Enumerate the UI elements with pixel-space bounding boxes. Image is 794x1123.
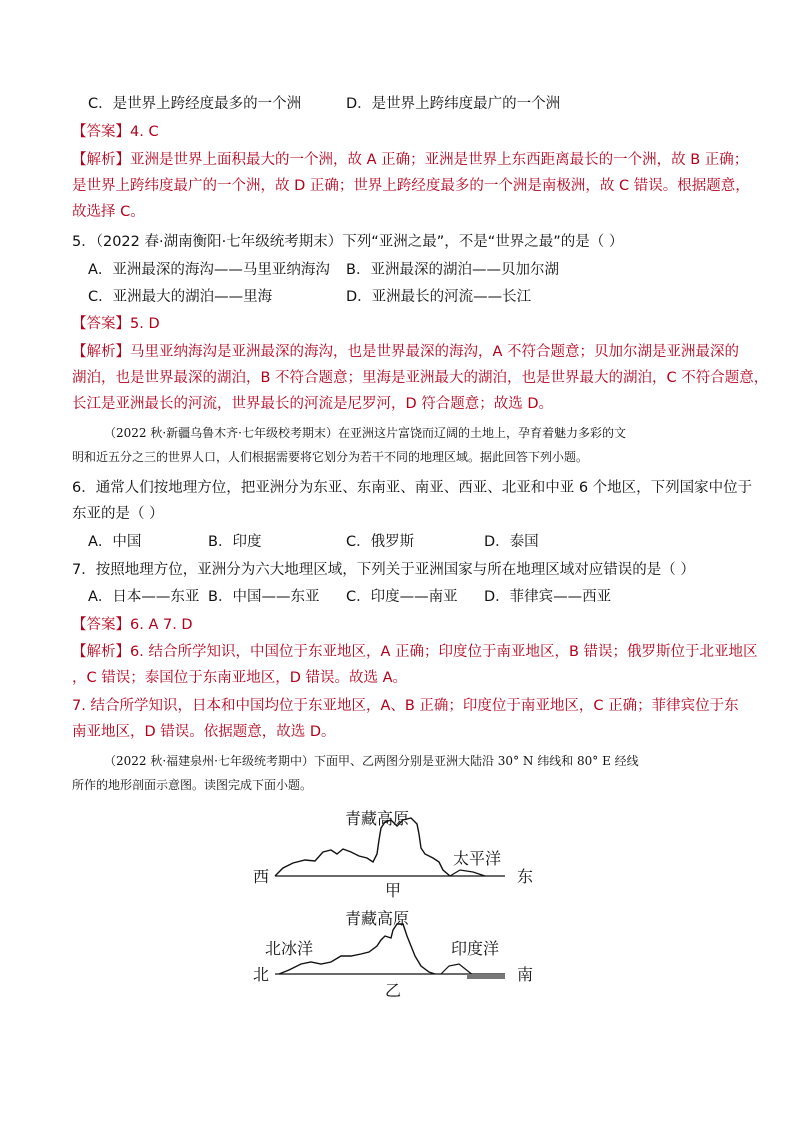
q4-option-c: C．是世界上跨经度最多的一个洲 [88, 96, 302, 112]
answer-tag: 【答案】 [72, 124, 130, 140]
q5-option-a: A．亚洲最深的海沟——马里亚纳海沟 [88, 262, 330, 278]
top-east-label: 东 [517, 867, 534, 886]
q4-analysis-line-1 [72, 150, 748, 170]
analysis-tag: 【解析】 [72, 344, 130, 360]
bottom-south-ocean-label: 印度洋 [451, 939, 500, 958]
q4-option-d: D．是世界上跨纬度最广的一个洲 [346, 96, 561, 112]
q6-stem-line-2: 东亚的是（ ） [72, 506, 164, 522]
q7-option-a: A．日本——东亚 [88, 589, 200, 605]
answer-tag: 【答案】 [72, 316, 130, 332]
q67-analysis-line-3: 7. 结合所学知识，日本和中国均位于东亚地区，A、B 正确；印度位于南亚地区，C 正确；菲律宾位于东 [72, 698, 739, 714]
answer-text: 5. D [130, 316, 160, 332]
passage-1-line-2: 明和近五分之三的世界人口，人们根据需要将它划分为若干不同的地理区域。据此回答下列小题。 [72, 450, 589, 464]
q67-analysis-line-2: ，C 错误；泰国位于东南亚地区，D 错误。故选 A。 [72, 670, 408, 686]
answer-text: 4. C [130, 124, 159, 140]
q5-answer [72, 314, 160, 334]
passage-2-line-1: （2022 秋·福建泉州·七年级统考期中）下面甲、乙两图分别是亚洲大陆沿 30° N 纬线和 80° E 经线 [104, 754, 639, 768]
q5-analysis-line-2: 湖泊，也是世界最深的湖泊，B 不符合题意；里海是亚洲最大的湖泊，也是世界最大的湖泊，C 不符合题意， [72, 370, 769, 386]
q7-stem: 7．按照地理方位，亚洲分为六大地理区域，下列关于亚洲国家与所在地理区域对应错误的是（ ） [72, 562, 695, 578]
q5-analysis-line-3: 长江是亚洲最长的河流，世界最长的河流是尼罗河，D 符合题意；故选 D。 [72, 396, 554, 412]
terrain-profile-figure [245, 806, 545, 1006]
q4-analysis-line-2: 是世界上跨纬度最广的一个洲，故 D 正确；世界上跨经度最多的一个洲是南极洲，故 C 错误。根据题意， [72, 178, 750, 194]
q6-option-a: A．中国 [88, 534, 142, 550]
q5-stem: 5．（2022 春·湖南衡阳·七年级统考期末）下列“亚洲之最”，不是“世界之最”的是（ ） [72, 234, 624, 250]
q7-option-c: C．印度——南亚 [346, 589, 458, 605]
bottom-south-label: 南 [517, 965, 534, 984]
q5-option-d: D．亚洲最长的河流——长江 [346, 289, 532, 305]
analysis-text: 6. 结合所学知识，中国位于东亚地区，A 正确；印度位于南亚地区，B 错误；俄罗斯位于北亚地区 [130, 644, 758, 660]
profile-bottom-trench [467, 974, 505, 979]
top-plateau-label: 青藏高原 [345, 809, 410, 828]
answer-tag: 【答案】 [72, 617, 130, 633]
analysis-tag: 【解析】 [72, 644, 130, 660]
bottom-plateau-label: 青藏高原 [345, 909, 410, 928]
profile-top-coast [450, 870, 485, 876]
q6-stem-line-1: 6．通常人们按地理方位，把亚洲分为东亚、东南亚、南亚、西亚、北亚和中亚 6 个地区，下列国家中位于 [72, 480, 753, 496]
q5-option-c: C．亚洲最大的湖泊——里海 [88, 289, 273, 305]
q4-analysis-line-3: 故选择 C。 [72, 204, 145, 220]
q4-answer [72, 122, 159, 142]
bottom-caption: 乙 [385, 981, 402, 1000]
q6-option-c: C．俄罗斯 [346, 534, 415, 550]
q6-option-b: B．印度 [208, 534, 262, 550]
analysis-text: 马里亚纳海沟是亚洲最深的海沟，也是世界最深的海沟，A 不符合题意；贝加尔湖是亚洲最深的 [130, 344, 740, 360]
bottom-north-label: 北 [253, 965, 270, 984]
q6-option-d: D．泰国 [484, 534, 539, 550]
q67-analysis-line-1 [72, 642, 758, 662]
q7-option-b: B．中国——东亚 [208, 589, 320, 605]
top-west-label: 西 [253, 867, 270, 886]
q67-analysis-line-4: 南亚地区，D 错误。依据题意，故选 D。 [72, 724, 336, 740]
q7-option-d: D．菲律宾——西亚 [484, 589, 612, 605]
bottom-north-ocean-label: 北冰洋 [265, 939, 314, 958]
passage-2-line-2: 所作的地形剖面示意图。读图完成下面小题。 [72, 778, 313, 792]
q5-analysis-line-1 [72, 342, 739, 362]
q67-answer [72, 615, 193, 635]
analysis-text: 亚洲是世界上面积最大的一个洲，故 A 正确；亚洲是世界上东西距离最长的一个洲，故 B 正确； [130, 152, 749, 168]
passage-1-line-1: （2022 秋·新疆乌鲁木齐·七年级校考期末）在亚洲这片富饶而辽阔的土地上，孕育着魅力多彩的文 [104, 426, 626, 440]
q5-option-b: B．亚洲最深的湖泊——贝加尔湖 [346, 262, 559, 278]
analysis-tag: 【解析】 [72, 152, 130, 168]
top-ocean-label: 太平洋 [453, 849, 502, 868]
top-caption: 甲 [385, 881, 402, 900]
answer-text: 6. A 7. D [130, 617, 193, 633]
